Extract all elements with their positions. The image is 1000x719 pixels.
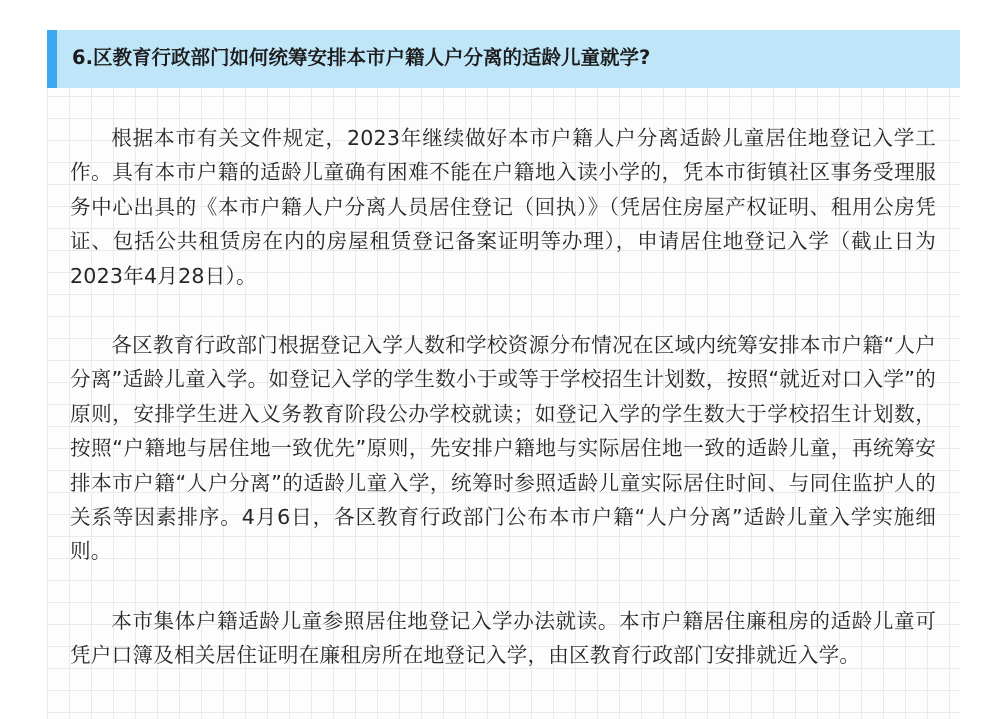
paragraph-district-arrangement: 各区教育行政部门根据登记入学人数和学校资源分布情况在区域内统筹安排本市户籍“人户分离”适龄儿童入学。如登记入学的学生数小于或等于学校招生计划数，按照“就近对口入学”的原则，安排学生进入义务教育阶段公办学校就读；如登记入学的学生数大于学校招生计划数，按照“户籍地与居住地一致优先”原则，先安排户籍地与实际居住地一致的适龄儿童，再统筹安排本市户籍“人户分离”的适龄儿童入学，统筹时参照适龄儿童实际居住时间、与同住监护人的关系等因素排序。4月6日，各区教育行政部门公布本市户籍“人户分离”适龄儿童入学实施细则。 bbox=[70, 333, 936, 564]
paragraph-collective-household: 本市集体户籍适龄儿童参照居住地登记入学办法就读。本市户籍居住廉租房的适龄儿童可凭户口簿及相关居住证明在廉租房所在地登记入学，由区教育行政部门安排就近入学。 bbox=[70, 608, 936, 668]
article-body bbox=[70, 121, 936, 708]
section-title: 6.区教育行政部门如何统筹安排本市户籍人户分离的适龄儿童就学? bbox=[72, 46, 651, 69]
paragraph-registration-policy: 根据本市有关文件规定，2023年继续做好本市户籍人户分离适龄儿童居住地登记入学工作。具有本市户籍的适龄儿童确有困难不能在户籍地入读小学的，凭本市街镇社区事务受理服务中心出具的《本市户籍人户分离人员居住登记（回执）》（凭居住房屋产权证明、租用公房凭证、包括公共租赁房在内的房屋租赁登记备案证明等办理），申请居住地登记入学（截止日为2023年4月28日）。 bbox=[70, 126, 936, 288]
